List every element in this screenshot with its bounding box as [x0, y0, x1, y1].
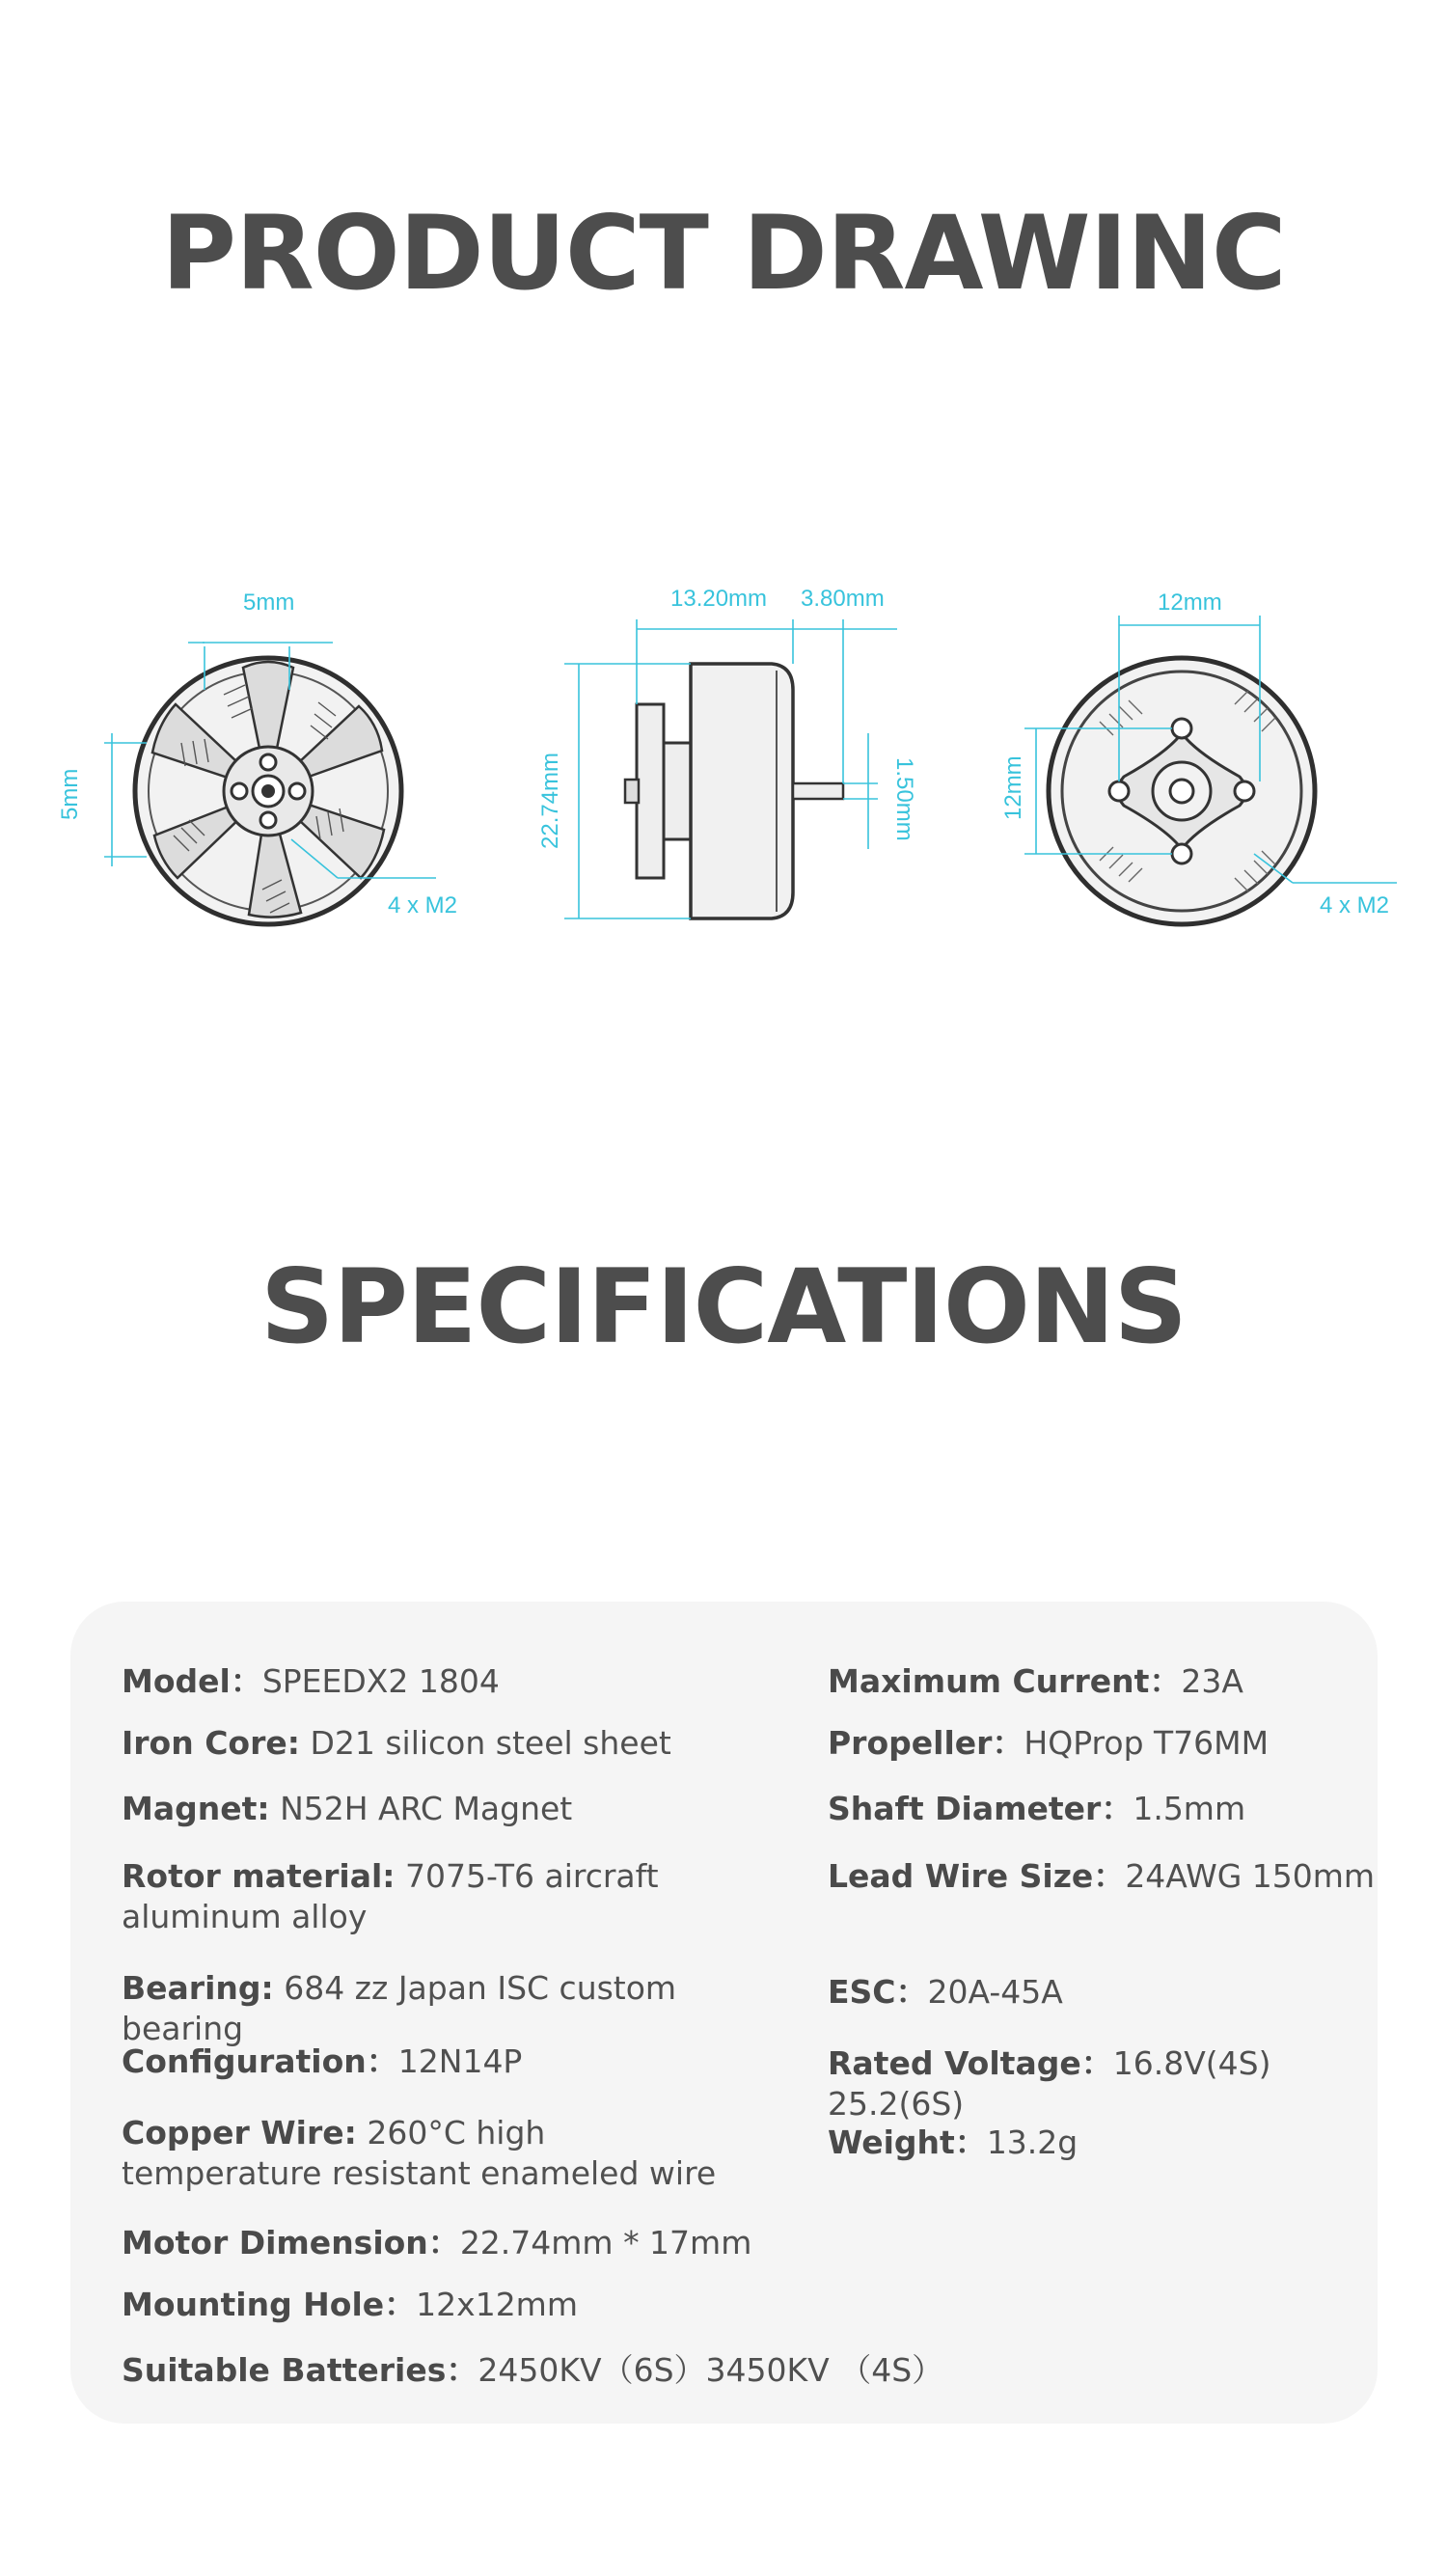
spec-key: Configuration：	[122, 2042, 398, 2080]
spec-value: 260°C high temperature resistant enameled wire	[122, 2114, 717, 2192]
spec-configuration	[122, 2042, 778, 2082]
spec-value: 24AWG 150mm	[1125, 1857, 1376, 1895]
spec-key: Bearing:	[122, 1969, 274, 2007]
spec-value: D21 silicon steel sheet	[310, 1724, 671, 1762]
spec-motor-dimension	[122, 2223, 778, 2263]
spec-key: Suitable Batteries：	[122, 2351, 478, 2389]
spec-weight	[828, 2123, 1406, 2163]
spec-key: Propeller：	[828, 1724, 1024, 1762]
rear-height-dim: 12mm	[1000, 755, 1026, 820]
front-holes-label: 4 x M2	[388, 892, 458, 918]
spec-key: Shaft Diameter：	[828, 1790, 1133, 1827]
spec-copper-wire	[122, 2113, 739, 2194]
spec-value: 2450KV（6S）3450KV （4S）	[478, 2351, 944, 2389]
spec-value: HQProp T76MM	[1024, 1724, 1270, 1762]
spec-key: ESC：	[828, 1973, 928, 2011]
spec-value: 684 zz Japan ISC custom bearing	[122, 1969, 677, 2047]
spec-rated-voltage	[828, 2043, 1406, 2124]
side-view	[537, 586, 917, 918]
spec-bearing	[122, 1968, 778, 2049]
spec-key: Magnet:	[122, 1790, 270, 1827]
motor-dimension-drawing	[0, 560, 1447, 965]
spec-magnet	[122, 1789, 778, 1829]
spec-value: 22.74mm * 17mm	[459, 2224, 752, 2261]
spec-value: 12N14P	[397, 2042, 523, 2080]
spec-value: 13.2g	[986, 2124, 1078, 2161]
rear-view	[1000, 589, 1397, 924]
specifications-title: SPECIFICATIONS	[259, 1247, 1188, 1366]
spec-key: Mounting Hole：	[122, 2286, 417, 2323]
spec-value: 16.8V(4S) 25.2(6S)	[828, 2044, 1271, 2123]
spec-key: Model：	[122, 1662, 262, 1700]
rear-holes-label: 4 x M2	[1320, 892, 1390, 918]
rear-width-dim: 12mm	[1158, 589, 1222, 616]
product-drawing-title: PRODUCT DRAWINC	[161, 194, 1286, 313]
spec-key: Iron Core:	[122, 1724, 300, 1762]
spec-value: SPEEDX2 1804	[261, 1662, 500, 1700]
product-drawing	[0, 560, 1447, 965]
front-height-dim: 5mm	[57, 768, 83, 820]
side-diameter-dim: 22.74mm	[537, 752, 563, 849]
spec-value: 23A	[1181, 1662, 1243, 1700]
spec-lead-wire-size	[828, 1856, 1406, 1897]
side-shaft-dim: 1.50mm	[891, 757, 917, 841]
spec-rotor-material	[122, 1856, 662, 1937]
side-shaft-length-dim: 3.80mm	[801, 586, 885, 612]
spec-mounting-hole	[122, 2285, 778, 2325]
front-view	[57, 589, 457, 924]
spec-esc	[828, 1972, 1406, 2013]
spec-value: 20A-45A	[927, 1973, 1063, 2011]
spec-value: N52H ARC Magnet	[280, 1790, 573, 1827]
spec-suitable-batteries	[122, 2350, 990, 2391]
spec-propeller	[828, 1723, 1406, 1764]
spec-key: Lead Wire Size：	[828, 1857, 1126, 1895]
spec-shaft-diameter	[828, 1789, 1406, 1829]
spec-key: Weight：	[828, 2124, 987, 2161]
spec-value: 12x12mm	[416, 2286, 578, 2323]
spec-iron-core	[122, 1723, 778, 1764]
spec-maximum-current	[828, 1661, 1406, 1702]
side-length-dim: 13.20mm	[670, 586, 768, 612]
spec-key: Rotor material:	[122, 1857, 396, 1895]
spec-value: 1.5mm	[1133, 1790, 1246, 1827]
spec-value: 7075-T6 aircraft aluminum alloy	[122, 1857, 659, 1935]
spec-model	[122, 1661, 778, 1702]
spec-key: Motor Dimension：	[122, 2224, 460, 2261]
spec-key: Maximum Current：	[828, 1662, 1182, 1700]
spec-key: Rated Voltage：	[828, 2044, 1113, 2082]
spec-key: Copper Wire:	[122, 2114, 357, 2151]
front-width-dim: 5mm	[243, 589, 295, 616]
